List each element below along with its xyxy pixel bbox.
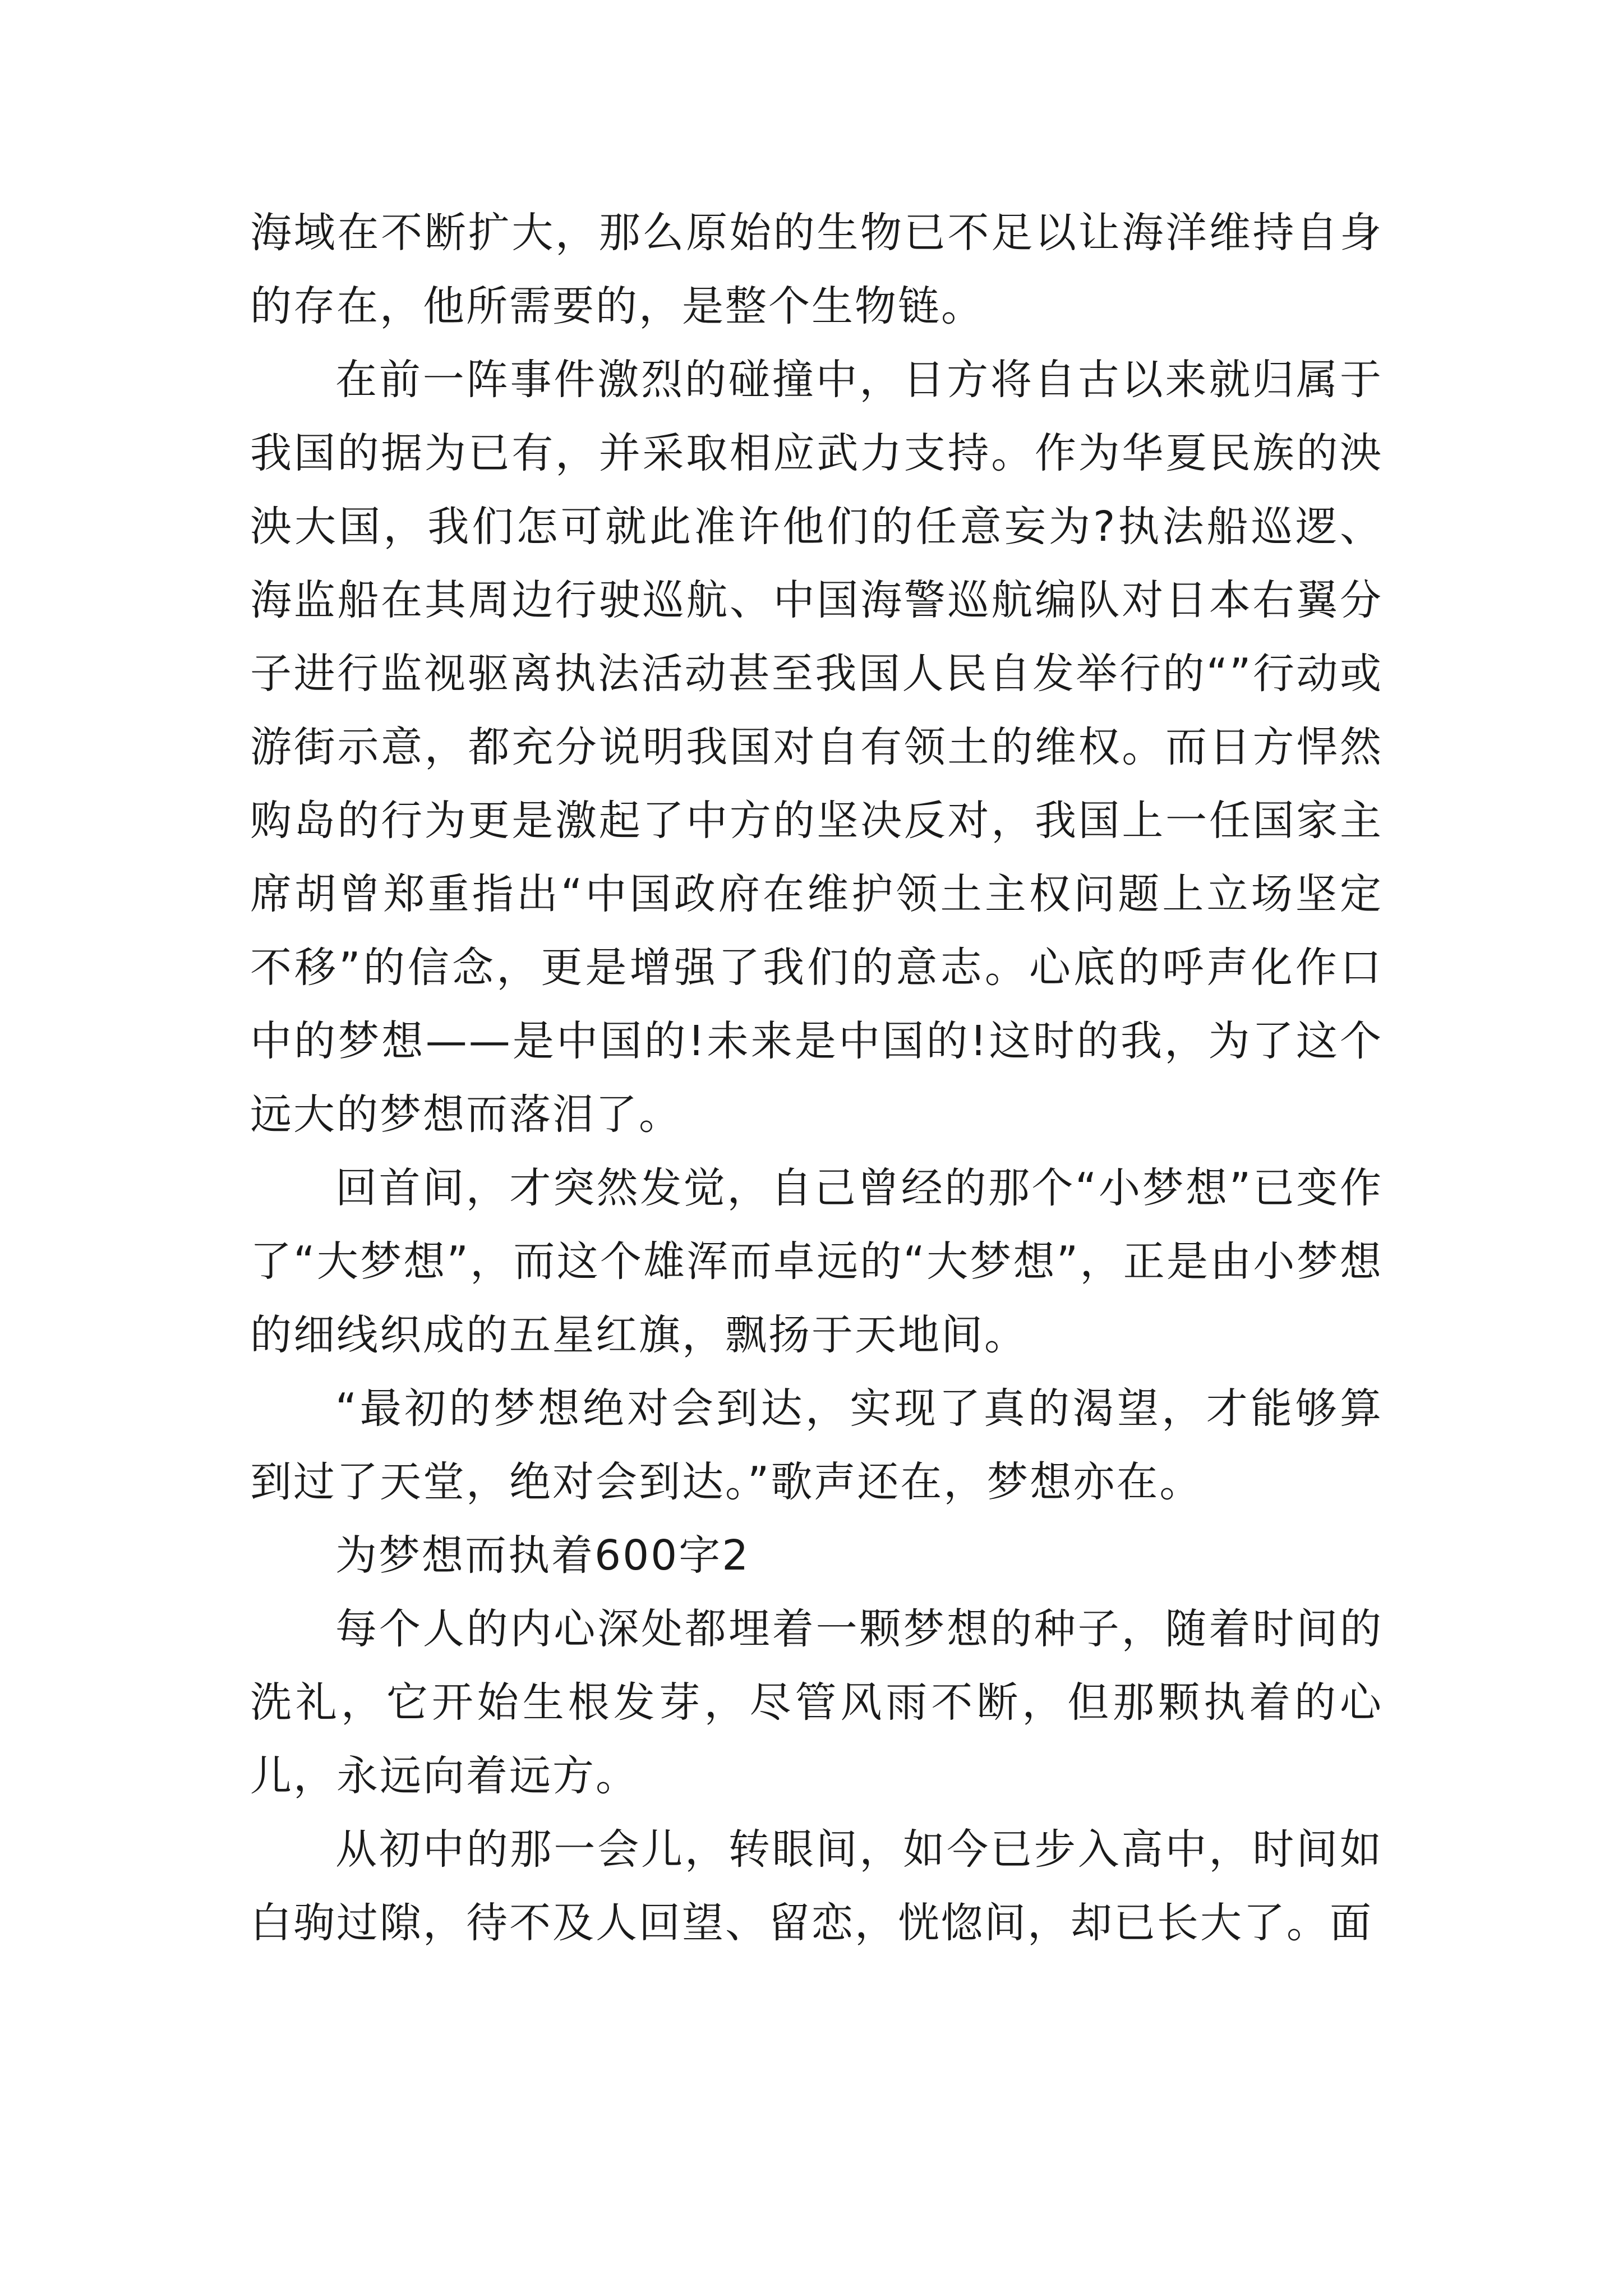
paragraph-lyric-quote: “最初的梦想绝对会到达，实现了真的渴望，才能够算到过了天堂，绝对会到达。”歌声还在，梦想亦在。 [250, 1384, 1383, 1506]
section-heading: 为梦想而执着600字2 [335, 1531, 750, 1580]
paragraph: 每个人的内心深处都埋着一颗梦想的种子，随着时间的洗礼，它开始生根发芽，尽管风雨不断，但那颗执着的心儿，永远向着远方。 [250, 1605, 1383, 1800]
paragraph: 在前一阵事件激烈的碰撞中，日方将自古以来就归属于我国的据为已有，并采取相应武力支持。作为华夏民族的泱泱大国，我们怎可就此准许他们的任意妄为?执法船巡逻、海监船在其周边行驶巡航、中国海警巡航编队对日本右翼分子进行监视驱离执法活动甚至我国人民自发举行的“”行动或游街示意，都充分说明我国对自有领土的维权。而日方悍然购岛的行为更是激起了中方的坚决反对，我国上一任国家主席胡曾郑重指出“中国政府在维护领土主权问题上立场坚定不移”的信念，更是增强了我们的意志。心底的呼声化作口中的梦想——是中国的!未来是中国的!这时的我，为了这个远大的梦想而落泪了。 [250, 356, 1383, 1139]
paragraph-continuation: 海域在不断扩大，那么原始的生物已不足以让海洋维持自身的存在，他所需要的，是整个生物链。 [250, 209, 1383, 330]
body-text [250, 196, 1383, 1960]
paragraph: 回首间，才突然发觉，自己曾经的那个“小梦想”已变作了“大梦想”，而这个雄浑而卓远的“大梦想”，正是由小梦想的细线织成的五星红旗，飘扬于天地间。 [250, 1164, 1383, 1359]
paragraph: 从初中的那一会儿，转眼间，如今已步入高中，时间如白驹过隙，待不及人回望、留恋，恍惚间，却已长大了。面 [250, 1825, 1383, 1947]
